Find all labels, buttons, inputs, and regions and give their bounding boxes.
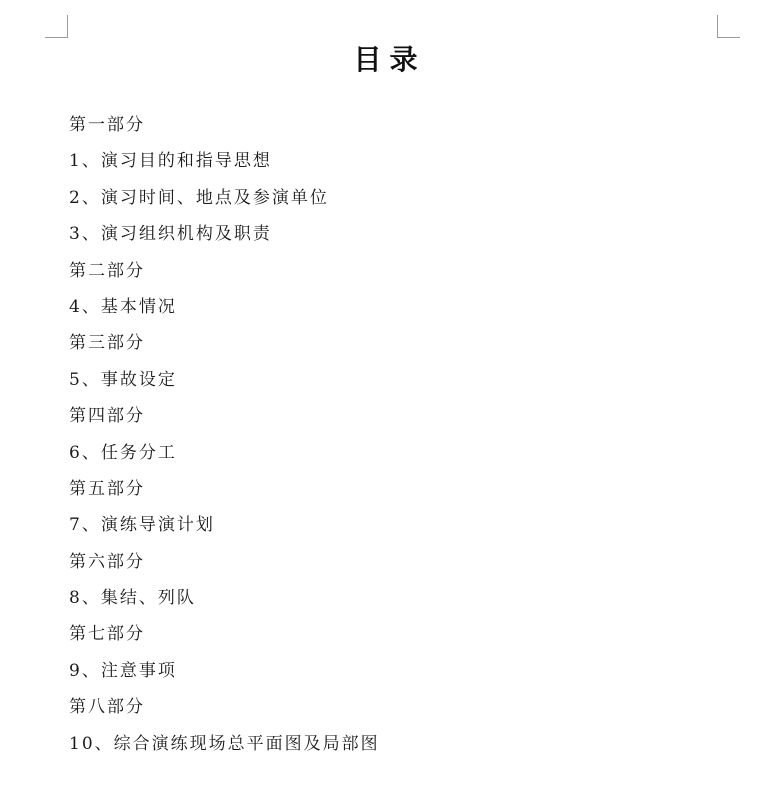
table-of-contents (69, 113, 380, 768)
toc-entry: 第五部分 (69, 478, 145, 499)
toc-entry: 1、演习目的和指导思想 (69, 151, 272, 172)
toc-entry: 第三部分 (69, 333, 145, 354)
toc-entry: 2、演习时间、地点及参演单位 (69, 187, 329, 208)
toc-entry: 9、注意事项 (69, 660, 177, 681)
toc-entry: 5、事故设定 (69, 369, 177, 390)
page-corner-mark-top-right (717, 15, 740, 38)
toc-entry: 第六部分 (69, 551, 145, 572)
toc-entry: 6、任务分工 (69, 442, 177, 463)
page-corner-mark-top-left (45, 15, 68, 38)
toc-entry: 第二部分 (69, 260, 145, 281)
toc-entry: 8、集结、列队 (69, 588, 196, 609)
toc-entry: 10、综合演练现场总平面图及局部图 (69, 733, 380, 754)
document-title: 目录 (353, 43, 426, 76)
toc-entry: 第一部分 (69, 115, 145, 135)
toc-entry: 7、演练导演计划 (69, 515, 215, 536)
toc-entry: 第八部分 (69, 697, 145, 718)
toc-entry: 4、基本情况 (69, 296, 177, 317)
toc-entry: 第七部分 (69, 624, 145, 645)
toc-entry: 3、演习组织机构及职责 (69, 224, 272, 245)
toc-entry: 第四部分 (69, 406, 145, 427)
